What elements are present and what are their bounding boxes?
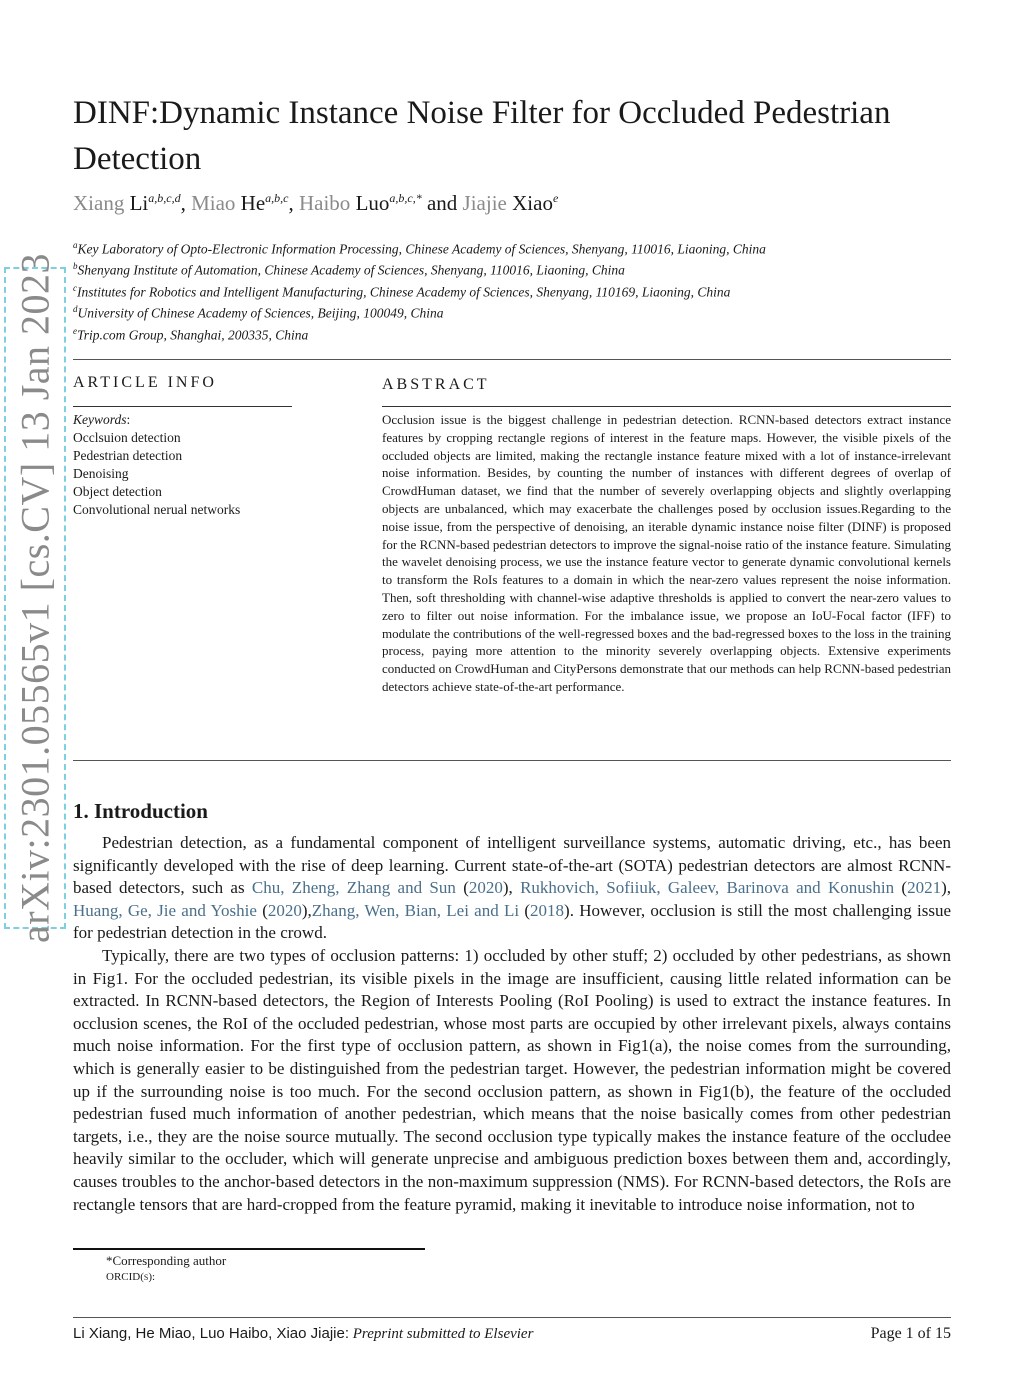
keywords-label: Keywords: bbox=[73, 412, 131, 427]
keyword-item: Denoising bbox=[73, 466, 129, 481]
author-1[interactable] bbox=[73, 191, 181, 215]
citation-link[interactable]: Huang, Ge, Jie and Yoshie bbox=[73, 900, 257, 920]
author-last-name: Xiao bbox=[512, 191, 553, 215]
footnote-divider bbox=[73, 1248, 425, 1250]
footnote-orcid: ORCID(s): bbox=[106, 1271, 156, 1283]
citation-link[interactable]: Zhang, Wen, Bian, Lei and Li bbox=[311, 900, 520, 920]
affiliation-a: $^a$Key Laboratory of Opto-Electronic Information Processing, Chinese Academy of Sciences, Shenyang, 110016, Liaoning, China bbox=[73, 240, 766, 257]
author-first-name: Xiang bbox=[73, 191, 125, 215]
author-last-name: He bbox=[240, 191, 266, 215]
intro-paragraph-1: Pedestrian detection, as a fundamental component of intelligent surveillance systems, automatic driving, etc., has been significantly developed with the rise of deep learning. Current state-of-the-art (SOTA) pedestrian detectors are almost RCNN-based detectors, such as Chu, Zheng, Zhang and Sun (2020), Rukhovich, Sofiiuk, Galeev, Barinova and Konushin (2021), Huang, Ge, Jie and Yoshie (2020),Zhang, Wen, Bian, Lei and Li (2018). However, occlusion is still the most challenging issue for pedestrian detection in the crowd. bbox=[73, 833, 952, 943]
citation-link[interactable]: Rukhovich, Sofiiuk, Galeev, Barinova and Konushin bbox=[520, 878, 895, 898]
keyword-item: Object detection bbox=[73, 484, 162, 499]
author-separator: , bbox=[180, 191, 192, 215]
affiliation-d: $^d$University of Chinese Academy of Sciences, Beijing, 100049, China bbox=[73, 304, 444, 321]
author-first-name: Haibo bbox=[298, 191, 351, 215]
keyword-item: Convolutional nerual networks bbox=[73, 502, 241, 517]
citation-year[interactable]: 2018 bbox=[530, 900, 565, 920]
author-affiliation-marks: a,b,c bbox=[265, 191, 289, 205]
footer-authors: Li Xiang, He Miao, Luo Haibo, Xiao Jiajie: bbox=[73, 1325, 349, 1342]
citation-year[interactable]: 2020 bbox=[468, 878, 503, 898]
paper-title: DINF:Dynamic Instance Noise Filter for Occluded Pedestrian Detection bbox=[73, 95, 891, 177]
author-affiliation-marks: e bbox=[552, 191, 559, 205]
arxiv-stamp bbox=[4, 252, 66, 944]
affiliation-c: $^c$Institutes for Robotics and Intelligent Manufacturing, Chinese Academy of Sciences, Shenyang, 110169, Liaoning, China bbox=[73, 283, 731, 300]
author-separator: and bbox=[421, 191, 463, 215]
author-first-name: Miao bbox=[191, 191, 236, 215]
abstract-end-divider bbox=[73, 760, 951, 761]
footer-divider bbox=[73, 1317, 951, 1318]
header-divider bbox=[73, 359, 951, 360]
section-heading-introduction: 1. Introduction bbox=[73, 799, 208, 823]
author-first-name: Jiajie bbox=[462, 191, 507, 215]
keywords-block bbox=[73, 411, 240, 519]
abstract-text: Occlusion issue is the biggest challenge in pedestrian detection. RCNN-based detectors extract instance features by cropping rectangle regions of interest in the feature maps. However, the visible pixels of the occluded objects are limited, making the rectangle instance feature mixed with a lot of instance-irrelevant noise information. Besides, by counting the number of instances with different degrees of overlap of CrowdHuman dataset, we find that the number of severely overlapping objects and slightly overlapping objects are unbalanced, which may exacerbate the challenges posed by occlusion issues.Regarding to the noise issue, from the perspective of denoising, an iterable dynamic instance noise filter (DINF) is proposed for the RCNN-based pedestrian detectors to improve the signal-noise ratio of the instance feature. Simulating the wavelet denoising process, we use the instance feature vector to generate dynamic convolutional kernels to transform the RoIs features to a domain in which the near-zero values represent the noise information. Then, soft thresholding with channel-wise adaptive thresholds is applied to convert the near-zero values to zero to filter out noise information. For the imbalance issue, we propose an IoU-Focal factor (IFF) to modulate the contributions of the well-regressed boxes and the bad-regressed boxes to the loss in the training process, paying more attention to the minority severely overlapping objects. Extensive experiments conducted on CrowdHuman and CityPersons demonstrate that our methods can help RCNN-based pedestrian detectors achieve state-of-the-art performance. bbox=[382, 412, 951, 694]
article-info-heading: ARTICLE INFO bbox=[73, 374, 217, 391]
affiliation-e: $^e$Trip.com Group, Shanghai, 200335, China bbox=[73, 326, 309, 343]
affiliation-b: $^b$Shenyang Institute of Automation, Chinese Academy of Sciences, Shenyang, 110016, Liaoning, China bbox=[73, 261, 625, 278]
citation-year[interactable]: 2021 bbox=[907, 878, 942, 898]
author-affiliation-marks: a,b,c,d bbox=[148, 191, 181, 205]
author-2[interactable] bbox=[191, 191, 288, 215]
abstract-heading: ABSTRACT bbox=[382, 376, 490, 393]
author-affiliation-marks: a,b,c,* bbox=[389, 191, 422, 205]
author-3[interactable] bbox=[299, 191, 422, 215]
footer-preprint-note: Preprint submitted to Elsevier bbox=[352, 1326, 534, 1342]
author-list bbox=[73, 191, 558, 216]
author-last-name: Li bbox=[129, 191, 149, 215]
author-separator: , bbox=[288, 191, 299, 215]
abstract-divider bbox=[382, 406, 951, 407]
citation-year[interactable]: 2020 bbox=[267, 900, 302, 920]
keyword-item: Occlsuion detection bbox=[73, 430, 181, 445]
article-info-divider bbox=[73, 406, 292, 407]
keyword-item: Pedestrian detection bbox=[73, 448, 183, 463]
page-number: Page 1 of 15 bbox=[870, 1325, 951, 1342]
footer-citation bbox=[73, 1325, 533, 1343]
author-last-name: Luo bbox=[355, 191, 390, 215]
intro-paragraph-2: Typically, there are two types of occlusion patterns: 1) occluded by other stuff; 2) occluded by other pedestrians, as shown in Fig1. For the occluded pedestrian, its visible pixels in the image are insufficient, causing little related information can be extracted. In RCNN-based detectors, the Region of Interests Pooling (RoI Pooling) is used to extract the instance features. In occlusion scenes, the RoI of the occluded pedestrian, whose most parts are occupied by other irrelevant pixels, always contains much noise information. For the first type of occlusion pattern, as shown in Fig1(a), the noise comes from the surrounding, which is generally easier to be distinguished from the pedestrian target. However, the pedestrian information might be covered up if the surrounding noise is too much. For the second occlusion pattern, as shown in Fig1(b), the feature of the occluded pedestrian fused much information of another pedestrian, which means that the noise basically comes from other pedestrian targets, i.e., they are the noise source mutually. The second occlusion type typically makes the instance feature of the occludee heavily similar to the occluder, which will generate unprecise and ambiguous prediction boxes between them and, accordingly, causes troubles to the anchor-based detectors in the non-maximum suppression (NMS). For RCNN-based detectors, the RoIs are rectangle tensors that are hard-cropped from the feature pyramid, making it inevitable to introduce noise information, not to bbox=[73, 946, 951, 1214]
citation-link[interactable]: Chu, Zheng, Zhang and Sun bbox=[251, 878, 456, 898]
footnote-corresponding-author: *Corresponding author bbox=[106, 1253, 227, 1268]
author-4[interactable] bbox=[463, 191, 559, 215]
arxiv-identifier[interactable]: arXiv:2301.05565v1 [cs.CV] 13 Jan 2023 bbox=[12, 252, 58, 944]
